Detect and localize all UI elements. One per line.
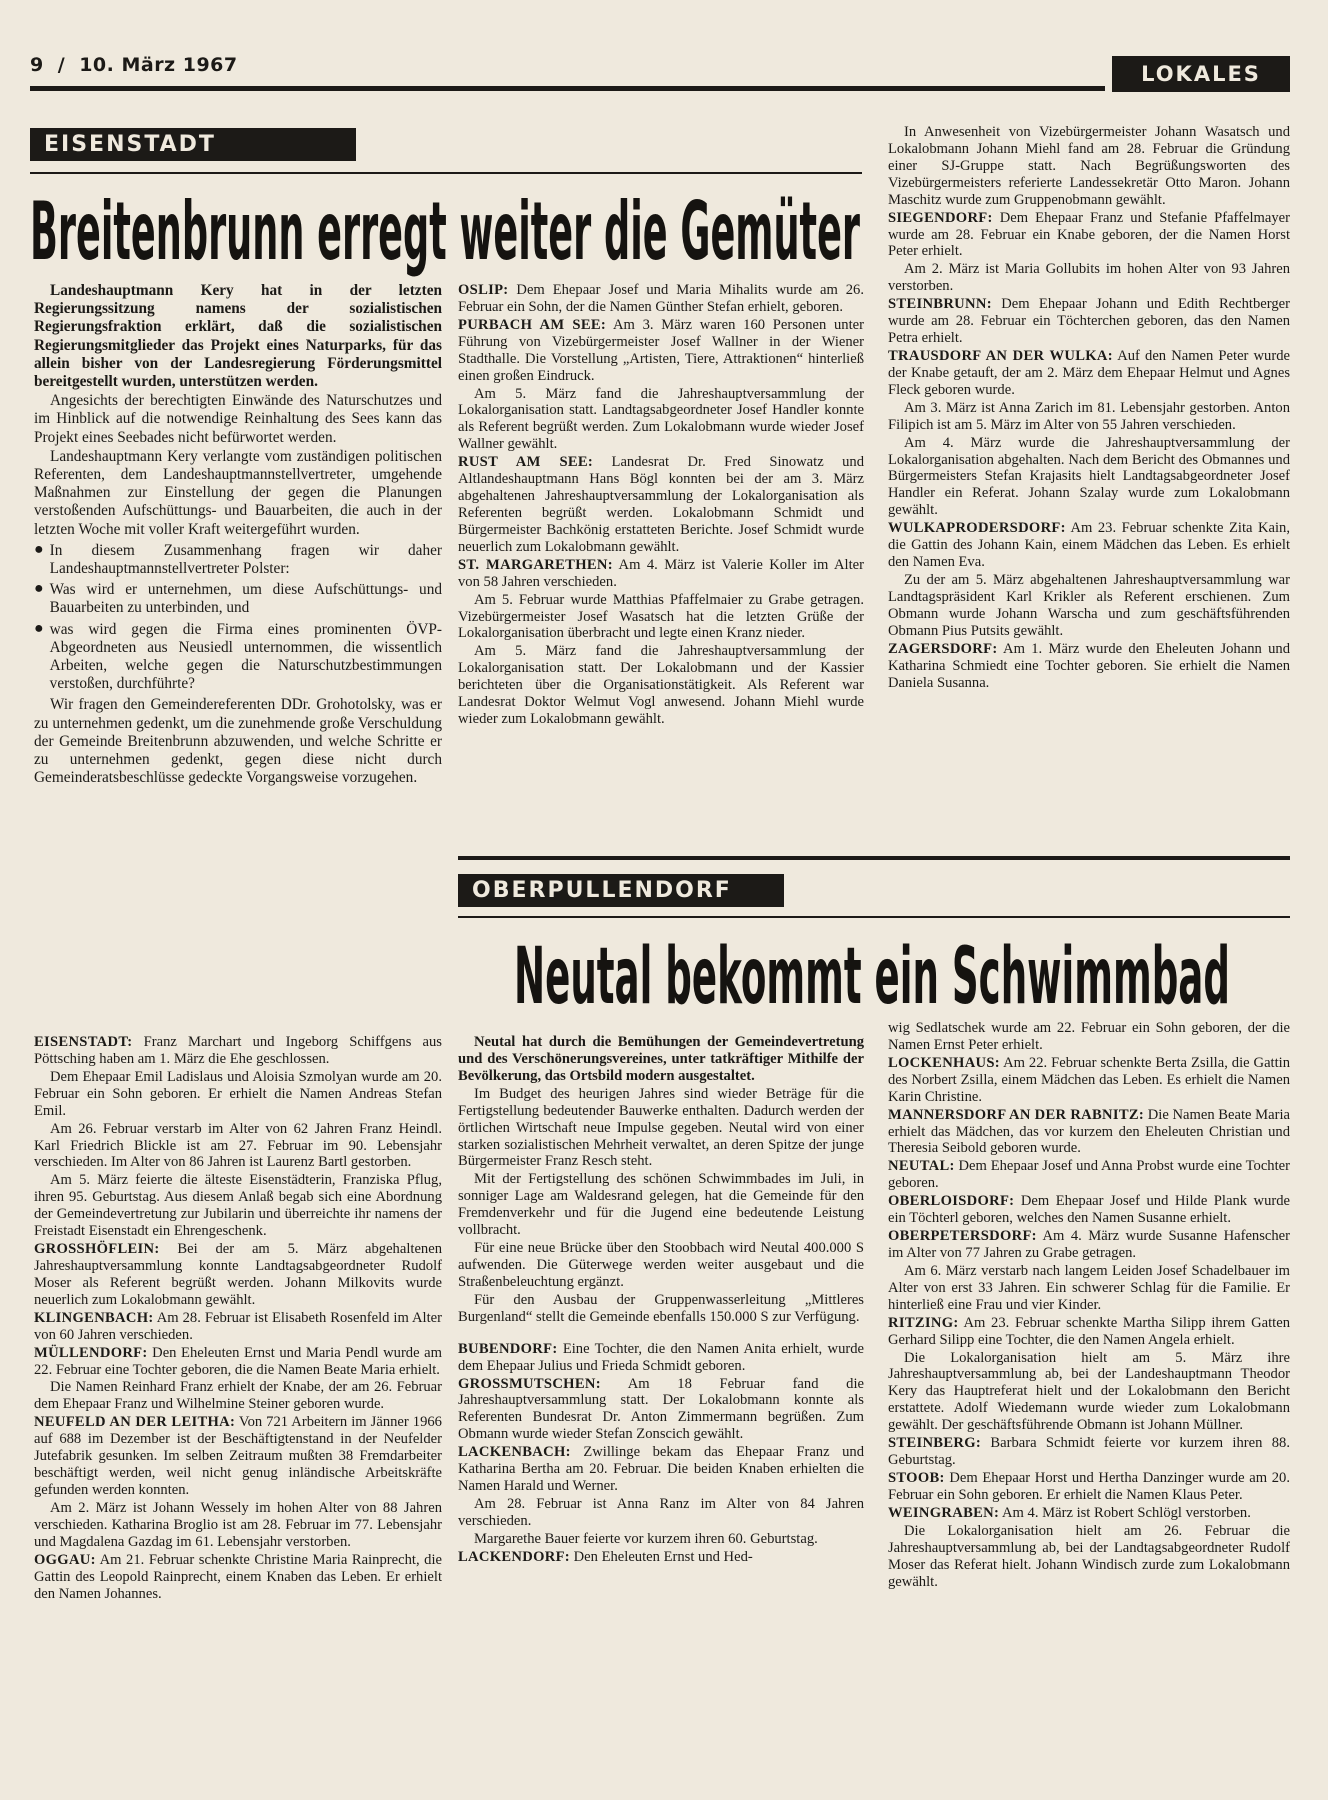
article-breitenbrunn-body bbox=[34, 282, 442, 788]
news-item: MANNERSDORF AN DER RABNITZ: Die Namen Beate Maria erhielt das Mädchen, das vor kurzem den Eheleuten Christian und Theresia Seibold geboren wurde. bbox=[888, 1106, 1290, 1157]
news-item: wig Sedlatschek wurde am 22. Februar ein Sohn geboren, der die Namen Ernst Peter erhielt. bbox=[888, 1020, 1290, 1053]
page-number: 9 bbox=[30, 54, 44, 76]
section-label-badge: LOKALES bbox=[1112, 56, 1290, 92]
local-news-column-2-top bbox=[458, 282, 864, 729]
news-item: STEINBRUNN: Dem Ehepaar Johann und Edith Rechtberger wurde am 28. Februar ein Töchterchen geboren, das den Namen Petra erhielt. bbox=[888, 296, 1290, 347]
news-item: ZAGERSDORF: Am 1. März wurde den Eheleuten Johann und Katharina Schmiedt eine Tochter geboren. Sie erhielt die Namen Daniela Susanna. bbox=[888, 640, 1290, 691]
news-item: In Anwesenheit von Vizebürgermeister Johann Wasatsch und Lokalobmann Johann Miehl fand am 28. Februar die Gründung einer SJ-Gruppe statt. Nach Begrüßungsworten des Vizebürgermeisters referierte Landessekretär Otto Maron. Johann Maschitz wurde zum Gruppenobmann gewählt. bbox=[888, 124, 1290, 208]
news-item: WULKAPRODERSDORF: Am 23. Februar schenkte Zita Kain, die Gattin des Johann Kain, einem Mädchen das Leben. Es erhielt den Namen Eva. bbox=[888, 520, 1290, 571]
news-item: OBERPETERSDORF: Am 4. März wurde Susanne Hafenscher im Alter von 77 Jahren zu Grabe getragen. bbox=[888, 1228, 1291, 1261]
news-item: OSLIP: Dem Ehepaar Josef und Maria Mihalits wurde am 26. Februar ein Sohn, der die Namen Günther Stefan erhielt, geboren. bbox=[458, 282, 864, 315]
headline-rule-top bbox=[30, 172, 862, 174]
section-rule bbox=[458, 856, 1290, 860]
news-item: BUBENDORF: Eine Tochter, die den Namen Anita erhielt, wurde dem Ehepaar Julius und Frieda Schmidt geboren. bbox=[458, 1340, 864, 1374]
bullet-item: ● was wird gegen die Firma eines prominenten ÖVP-Abgeordneten aus Neusiedl unternommen, die wissentlich Arbeiten, welche gegen die Naturschutzbestimmungen verstoßen, durchführte? bbox=[34, 619, 442, 693]
news-item: Am 2. März ist Johann Wessely im hohen Alter von 88 Jahren verschieden. Katharina Broglio ist am 28. Februar im 77. Lebensjahr und Magdalena Gazdag im 61. Lebensjahr verstorben. bbox=[34, 1499, 442, 1550]
news-item: Margarethe Bauer feierte vor kurzem ihren 60. Geburtstag. bbox=[474, 1530, 818, 1547]
news-item: STOOB: Dem Ehepaar Horst und Hertha Danzinger wurde am 20. Februar ein Sohn geboren. Er erhielt die Namen Klaus Peter. bbox=[888, 1469, 1291, 1503]
news-item: RITZING: Am 23. Februar schenkte Martha Silipp ihrem Gatten Gerhard Silipp eine Tochter, die den Namen Angela erhielt. bbox=[888, 1314, 1291, 1348]
local-news-column-1-bottom bbox=[34, 1034, 442, 1603]
news-item: MÜLLENDORF: Den Eheleuten Ernst und Maria Pendl wurde am 22. Februar eine Tochter geboren, die die Namen Beate Maria erhielt. bbox=[34, 1344, 442, 1378]
paragraph: Landeshauptmann Kery verlangte vom zuständigen politischen Referenten, dem Landeshauptmannstellvertreter, umgehende Maßnahmen zur Einstellung der gegen die Planungen verstoßenden Aufschüttungs- und Bauarbeiten, die auch in der letzten Woche mit voller Kraft weitergeführt wurden. bbox=[34, 447, 442, 538]
news-item: Am 5. März fand die Jahreshauptversammlung der Lokalorganisation statt. Der Lokalobmann und der Kassier berichteten über die Organisationstätigkeit. Als Referent war Landesrat Doktor Welmut Vogl anwesend. Johann Miehl wurde wieder zum Lokalobmann gewählt. bbox=[458, 643, 864, 728]
news-item: GROSSHÖFLEIN: Bei der am 5. März abgehaltenen Jahreshauptversammlung konnte Landtagsabgeordneter Rudolf Moser als Referent begrüßt werden. Johann Milkovits wurde neuerlich zum Lokalobmann gewählt. bbox=[34, 1241, 442, 1308]
news-item: Am 3. März ist Anna Zarich im 81. Lebensjahr gestorben. Anton Filipich ist am 5. März im Alter von 55 Jahren verschieden. bbox=[888, 399, 1290, 433]
article-lead: Neutal hat durch die Bemühungen der Gemeindevertretung und des Verschönerungsvereines, unter tatkräftiger Mithilfe der Bevölkerung, das Ortsbild modern ausgestaltet. bbox=[458, 1034, 864, 1084]
headline-neutal: Neutal bekommt ein Schwimmbad bbox=[514, 932, 1230, 1022]
news-item: Die Lokalorganisation hielt am 26. Februar die Jahreshauptversammlung ab, bei der Landtagsabgeordneter Rudolf Moser das Referat hielt. Johann Windisch zurde zum Lokalobmann gewählt. bbox=[888, 1522, 1290, 1590]
paragraph: Im Budget des heurigen Jahres sind wieder Beträge für die Fertigstellung bedeutender Bauwerke enthalten. Dadurch werden der örtlichen Wirtschaft neue Impulse gegeben. Neutal wird von einer starken sozialistischen Mehrheit verwaltet, an deren Spitze der junge Bürgermeister Franz Resch steht. bbox=[458, 1085, 864, 1170]
article-neutal-body bbox=[458, 1034, 864, 1567]
news-item: Am 5. März feierte die älteste Eisenstädterin, Franziska Pflug, ihren 95. Geburtstag. Aus diesem Anlaß begab sich eine Abordnung der Gemeindevertretung zur Jubilarin und überreichte ihr namens der Freistadt Eisenstadt ein Ehrengeschenk. bbox=[34, 1172, 442, 1240]
paragraph: Für den Ausbau der Gruppenwasserleitung „Mittleres Burgenland“ stellt die Gemeinde ebenfalls 150.000 S zur Verfügung. bbox=[458, 1291, 864, 1325]
article-lead: Landeshauptmann Kery hat in der letzten Regierungssitzung namens der sozialistischen Regierungsfraktion erklärt, daß die sozialistischen Regierungsmitglieder das Projekt eines Naturparks, für das allein bisher von der Landesregierung Förderungsmittel bereitgestellt wurden, unterstützen werden. bbox=[34, 282, 442, 391]
bullet-dot-icon: ● bbox=[34, 619, 44, 637]
news-item: EISENSTADT: Franz Marchart und Ingeborg Schiffgens aus Pöttsching haben am 1. März die Ehe geschlossen. bbox=[34, 1034, 442, 1067]
news-item: Am 5. Februar wurde Matthias Pfaffelmaier zu Grabe getragen. Vizebürgermeister Josef Wasatsch hat die letzten Grüße der Lokalorganisation überbracht und legte einen Kranz nieder. bbox=[458, 591, 864, 642]
bullet-dot-icon: ● bbox=[34, 540, 44, 558]
news-item: OBERLOISDORF: Dem Ehepaar Josef und Hilde Plank wurde ein Töchterl geboren, welches den Namen Susanne erhielt. bbox=[888, 1193, 1290, 1227]
page-header bbox=[30, 54, 252, 76]
news-item: Am 28. Februar ist Anna Ranz im Alter von 84 Jahren verschieden. bbox=[458, 1495, 864, 1529]
news-item: PURBACH AM SEE: Am 3. März waren 160 Personen unter Führung von Vizebürgermeister Josef Wallner in der Wiener Stadthalle. Die Vorstellung „Artisten, Tiere, Attraktionen“ hinterließ einen großen Eindruck. bbox=[458, 316, 864, 384]
local-news-column-3-bottom bbox=[888, 1020, 1290, 1591]
news-item: OGGAU: Am 21. Februar schenkte Christine Maria Rainprecht, die Gattin des Leopold Rainprecht, einem Knaben das Leben. Er erhielt den Namen Johannes. bbox=[34, 1551, 442, 1602]
news-item: Am 4. März wurde die Jahreshauptversammlung der Lokalorganisation abgehalten. Nach dem Bericht des Obmannes und Bürgermeisters Stefan Krajasits hielt Landtagsabgeordneter Josef Handler ein Referat. Johann Szalay wurde zum Lokalobmann gewählt. bbox=[888, 434, 1290, 519]
news-item: STEINBERG: Barbara Schmidt feierte vor kurzem ihren 88. Geburtstag. bbox=[888, 1435, 1290, 1469]
paragraph: Mit der Fertigstellung des schönen Schwimmbades im Juli, in sonniger Lage am Waldesrand gelegen, hat die Gemeinde für den Fremdenverkehr und für die Jugend eine bedeutende Leistung vollbracht. bbox=[458, 1171, 864, 1239]
issue-date: 10. März 1967 bbox=[79, 54, 238, 76]
news-item: Am 6. März verstarb nach langem Leiden Josef Schadelbauer im Alter von erst 33 Jahren. Ein schwerer Schlag für die Familie. Er hinterließ eine Frau und vier Kinder. bbox=[888, 1262, 1290, 1313]
section-badge-oberpullendorf: OBERPULLENDORF bbox=[458, 874, 784, 907]
header-rule bbox=[30, 86, 1105, 91]
news-item: Die Namen Reinhard Franz erhielt der Knabe, der am 26. Februar dem Ehepaar Franz und Wilhelmine Steiner geboren wurde. bbox=[34, 1379, 442, 1413]
bullet-item: ● In diesem Zusammenhang fragen wir daher Landeshauptmannstellvertreter Polster: bbox=[34, 540, 442, 578]
news-item: Am 5. März fand die Jahreshauptversammlung der Lokalorganisation statt. Landtagsabgeordneter Josef Handler konnte als Referent begrüßt werden. Zum Lokalobmann wurde wieder Josef Wallner gewählt. bbox=[458, 385, 864, 453]
news-item: SIEGENDORF: Dem Ehepaar Franz und Stefanie Pfaffelmayer wurde am 28. Februar ein Knabe geboren, der die Namen Horst Peter erhielt. bbox=[888, 209, 1291, 260]
bullet-dot-icon: ● bbox=[34, 580, 44, 598]
news-item: LACKENBACH: Zwillinge bekam das Ehepaar Franz und Katharina Bertha am 20. Februar. Die beiden Knaben erhielten die Namen Harald und Werner. bbox=[458, 1444, 864, 1495]
news-item: TRAUSDORF AN DER WULKA: Auf den Namen Peter wurde der Knabe getauft, der am 2. März dem Ehepaar Helmut und Agnes Fleck geboren wurde. bbox=[888, 347, 1290, 398]
news-item: Am 26. Februar verstarb im Alter von 62 Jahren Franz Heindl. Karl Friedrich Blickle ist am 27. Februar im 90. Lebensjahr verschieden. Im Alter von 86 Jahren ist Laurenz Bartl gestorben. bbox=[34, 1120, 442, 1171]
local-news-column-3-top bbox=[888, 124, 1290, 692]
news-item: NEUFELD AN DER LEITHA: Von 721 Arbeitern im Jänner 1966 auf 688 im Dezember ist der Beschäftigtenstand in der Neufelder Jutefabrik gesunken. Im selben Zeitraum mußten 38 Fremdarbeiter beschäftigt werden, weil nicht genug inländische Arbeitskräfte gefunden werden konnten. bbox=[34, 1414, 442, 1498]
news-item: Die Lokalorganisation hielt am 5. März ihre Jahreshauptversammlung ab, bei der Landeshauptmann Theodor Kery das Hauptreferat hielt und der Lokalobmann den Bericht erstattete. Adolf Wiedemann wurde wieder zum Lokalobmann gewählt. Der geschäftsführende Obmann ist Johann Müllner. bbox=[888, 1349, 1290, 1434]
news-item: Dem Ehepaar Emil Ladislaus und Aloisia Szmolyan wurde am 20. Februar ein Sohn geboren. Er erhielt die Namen Andreas Stefan Emil. bbox=[34, 1068, 442, 1119]
news-item: ST. MARGARETHEN: Am 4. März ist Valerie Koller im Alter von 58 Jahren verschieden. bbox=[458, 556, 864, 590]
news-item: GROSSMUTSCHEN: Am 18 Februar fand die Jahreshauptversammlung statt. Der Lokalobmann konnte als Referenten Bundesrat Dr. Anton Zimmermann begrüßen. Zum Obmann wurde wieder Stefan Zonscich gewählt. bbox=[458, 1375, 864, 1443]
headline-breitenbrunn: Breitenbrunn erregt weiter die Gemüter bbox=[30, 185, 860, 278]
news-item: WEINGRABEN: Am 4. März ist Robert Schlögl verstorben. bbox=[888, 1504, 1251, 1521]
paragraph: Wir fragen den Gemeindereferenten DDr. Grohotolsky, was er zu unternehmen gedenkt, um die zunehmende große Verschuldung der Gemeinde Breitenbrunn abzuwenden, und welche Schritte er zu unternehmen gedenkt, gegen diese nicht durch Gemeinderatsbeschlüsse gedeckte Vorgangsweise vorzugehen. bbox=[34, 696, 442, 787]
news-item: NEUTAL: Dem Ehepaar Josef und Anna Probst wurde eine Tochter geboren. bbox=[888, 1158, 1290, 1192]
headline-rule-top bbox=[458, 916, 1290, 918]
section-badge-eisenstadt: EISENSTADT bbox=[30, 128, 356, 161]
news-item: KLINGENBACH: Am 28. Februar ist Elisabeth Rosenfeld im Alter von 60 Jahren verschieden. bbox=[34, 1309, 442, 1343]
news-item: RUST AM SEE: Landesrat Dr. Fred Sinowatz und Altlandeshauptmann Hans Bögl konnten bei der am 3. März abgehaltenen Jahreshauptversammlung der Lokalorganisation als Referenten begrüßt werden. Lokalobmann Schmidt und Bürgermeister Bachkönig erstatteten Berichte. Josef Schmidt wurde neuerlich zum Lokalobmann gewählt. bbox=[458, 454, 864, 555]
paragraph: Angesichts der berechtigten Einwände des Naturschutzes und im Hinblick auf die notwendige Reinhaltung des Sees kann das Projekt eines Seebades nicht befürwortet werden. bbox=[34, 392, 442, 446]
news-item: Zu der am 5. März abgehaltenen Jahreshauptversammlung war Landtagspräsident Karl Krikler als Referent erschienen. Zum Obmann wurde Johann Warscha und zum geschäftsführenden Obmann Pius Putsits gewählt. bbox=[888, 571, 1290, 639]
header-separator: / bbox=[57, 54, 66, 76]
news-item: LOCKENHAUS: Am 22. Februar schenkte Berta Zsilla, die Gattin des Norbert Zsilla, einem Mädchen das Leben. Es erhielt die Namen Karin Christine. bbox=[888, 1054, 1291, 1105]
news-item: Am 2. März ist Maria Gollubits im hohen Alter von 93 Jahren verstorben. bbox=[888, 261, 1290, 295]
paragraph: Für eine neue Brücke über den Stoobbach wird Neutal 400.000 S aufwenden. Die Güterwege werden weiter ausgebaut und die Straßenbeleuchtung ergänzt. bbox=[458, 1240, 864, 1290]
bullet-item: ● Was wird er unternehmen, um diese Aufschüttungs- und Bauarbeiten zu unterbinden, und bbox=[34, 580, 442, 617]
news-item: LACKENDORF: Den Eheleuten Ernst und Hed- bbox=[458, 1548, 753, 1565]
